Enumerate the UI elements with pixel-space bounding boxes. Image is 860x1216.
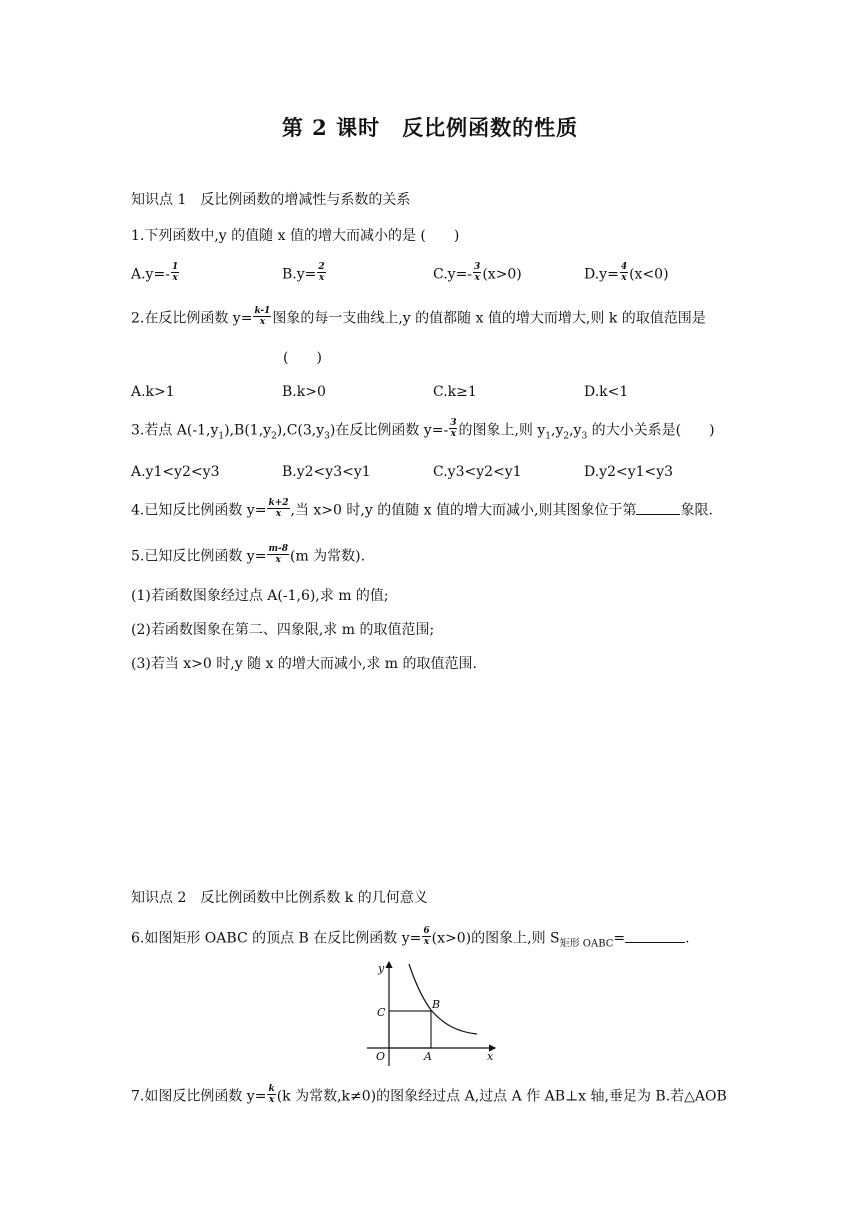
question-1-stem: 1.下列函数中,y 的值随 x 值的增大而减小的是 ( ): [131, 228, 460, 244]
option-b: B.y= $\frac{2}{x}$: [282, 262, 325, 283]
rectangle-hyperbola-figure: [365, 958, 505, 1070]
question-4-stem: 4.已知反比例函数 y= $\frac{k+2}{x}$ ,当 x>0 时,y 的值随 x 值的增大而减小,则其图象位于第 象限.: [131, 498, 713, 519]
option-c: C.y=- $\frac{3}{x}$ (x>0): [433, 262, 522, 283]
fraction: $\frac{6}{x}$: [423, 926, 430, 947]
fraction: $\frac{3}{x}$: [474, 262, 481, 283]
fraction: $\frac{k+2}{x}$: [268, 498, 289, 519]
answer-blank: [625, 942, 685, 943]
question-6-stem: 6.如图矩形 OABC 的顶点 B 在反比例函数 y= $\frac{6}{x}$ (x>0)的图象上,则 $S_{矩形 OABC}=$ .: [131, 926, 690, 950]
question-5-stem: 5.已知反比例函数 y= $\frac{m-8}{x}$ (m 为常数).: [131, 544, 366, 565]
answer-blank: [636, 514, 680, 515]
fraction: $\frac{2}{x}$: [318, 262, 325, 283]
question-5-part-3: (3)若当 x>0 时,y 随 x 的增大而减小,求 m 的取值范围.: [131, 656, 477, 672]
label-a: A: [424, 1050, 432, 1063]
hyperbola-curve: [409, 964, 477, 1034]
option-c: C.k≥1: [433, 384, 477, 400]
x-axis-label: x: [487, 1050, 494, 1063]
page-title: 第 2 课时 反比例函数的性质: [281, 115, 579, 140]
rectangle-oabc: [389, 1011, 431, 1048]
option-d: D.y2<y1<y3: [584, 464, 674, 480]
question-7-stem: 7.如图反比例函数 y= $\frac{k}{x}$ (k 为常数,k≠0)的图象经过点 A,过点 A 作 AB⊥x 轴,垂足为 B.若△AOB: [131, 1084, 727, 1105]
fraction: $\frac{k}{x}$: [268, 1084, 275, 1105]
question-1-options: [131, 264, 731, 288]
section-heading-1: 知识点 1 反比例函数的增减性与系数的关系: [131, 192, 411, 208]
option-c: C.y3<y2<y1: [433, 464, 522, 480]
label-b: B: [432, 998, 441, 1011]
fraction: $\frac{m-8}{x}$: [268, 544, 288, 565]
fraction: $\frac{3}{x}$: [450, 418, 457, 439]
question-3-options: [131, 462, 731, 484]
section-heading-2: 知识点 2 反比例函数中比例系数 k 的几何意义: [131, 890, 428, 906]
question-2-stem: 2.在反比例函数 y= $\frac{k-1}{x}$ 图象的每一支曲线上,y 的值都随 x 值的增大而增大,则 k 的取值范围是: [131, 306, 706, 327]
option-b: B.y2<y3<y1: [282, 464, 371, 480]
question-2-options: [131, 382, 731, 404]
question-5-part-2: (2)若函数图象在第二、四象限,求 m 的取值范围;: [131, 622, 435, 638]
label-o: O: [376, 1050, 386, 1063]
fraction: $\frac{1}{x}$: [171, 262, 179, 283]
option-d: D.k<1: [584, 384, 629, 400]
option-a: A.y=- $\frac{1}{x}$: [131, 262, 179, 283]
fraction: $\frac{k-1}{x}$: [254, 306, 271, 327]
option-d: D.y= $\frac{4}{x}$ (x<0): [584, 262, 669, 283]
fraction: $\frac{4}{x}$: [620, 262, 628, 283]
question-2-paren: ( ): [283, 350, 322, 366]
label-c: C: [377, 1006, 386, 1019]
option-a: A.y1<y2<y3: [131, 464, 220, 480]
option-a: A.k>1: [131, 384, 175, 400]
question-3-stem: 3.若点 $A(-1,y_1),B(1,y_2),C(3,y_3)$在反比例函数 y=- $\frac{3}{x}$ 的图象上,则 $y_1,y_2,y_3$ 的大小关系是( ): [131, 418, 715, 442]
question-5-part-1: (1)若函数图象经过点 A(-1,6),求 m 的值;: [131, 588, 389, 604]
option-b: B.k>0: [282, 384, 326, 400]
y-axis-label: y: [378, 962, 385, 975]
